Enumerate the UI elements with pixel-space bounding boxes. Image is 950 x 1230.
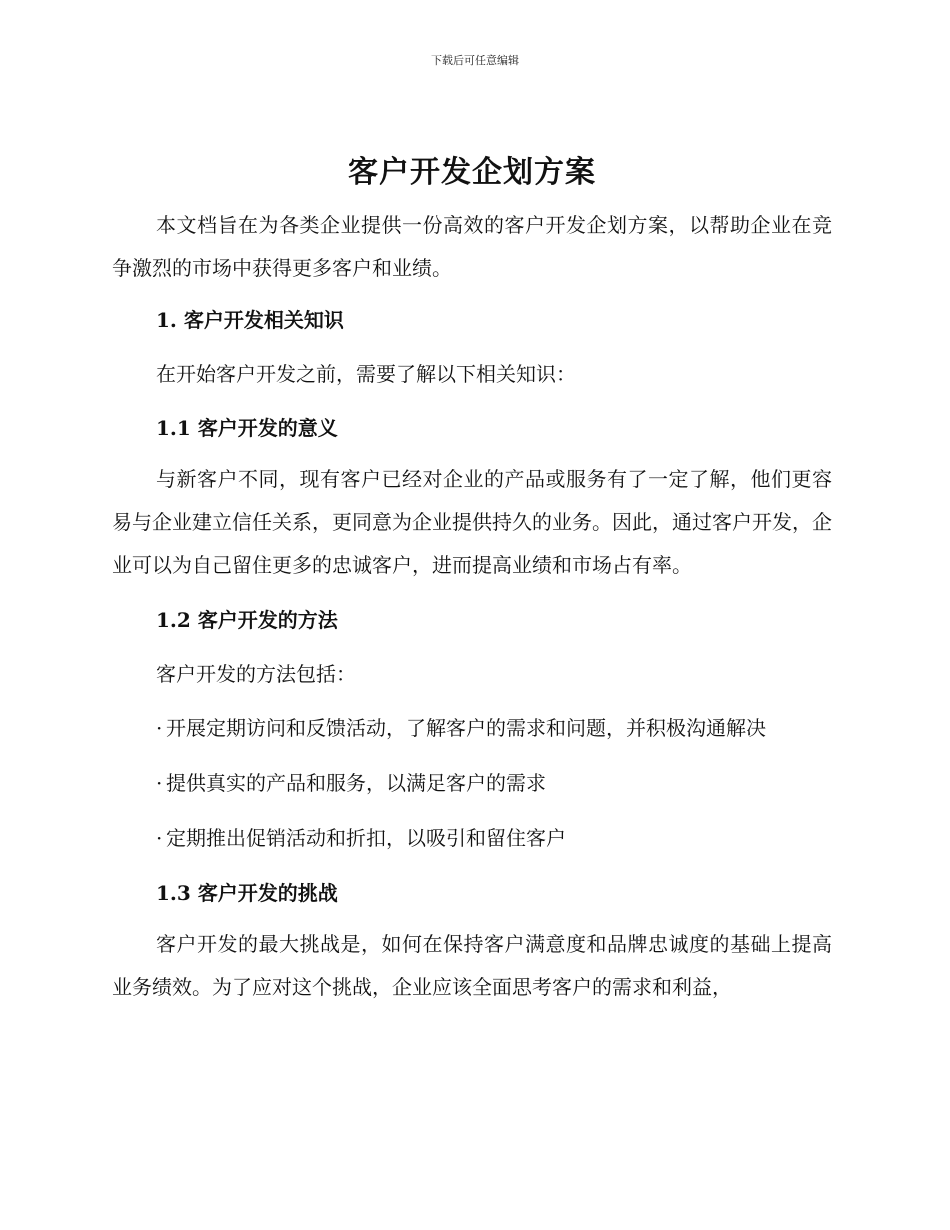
document-title: 客户开发企划方案 [348,155,596,190]
section-1-3-heading: 1.3 客户开发的挑战 [156,881,338,905]
page-header-note: 下载后可任意编辑 [431,54,519,67]
list-item-text: 定期推出促销活动和折扣，以吸引和留住客户 [166,826,566,850]
section-1-2-text: 客户开发的方法包括： [156,662,356,686]
bullet-dot-icon: · [156,771,163,795]
list-item [112,811,832,866]
section-1-text: 在开始客户开发之前，需要了解以下相关知识： [156,362,576,386]
bullet-dot-icon: · [156,826,163,850]
list-item [112,756,832,811]
section-1-3-text: 客户开发的最大挑战是，如何在保持客户满意度和品牌忠诚度的基础上提高业务绩效。为了应对这个挑战，企业应该全面思考客户的需求和利益， [112,932,832,999]
section-1-2-heading: 1.2 客户开发的方法 [156,608,338,632]
section-1-1-heading: 1.1 客户开发的意义 [156,416,338,440]
intro-paragraph: 本文档旨在为各类企业提供一份高效的客户开发企划方案，以帮助企业在竞争激烈的市场中获得更多客户和业绩。 [112,213,832,280]
bullet-dot-icon: · [156,716,163,740]
section-1-1-text: 与新客户不同，现有客户已经对企业的产品或服务有了一定了解，他们更容易与企业建立信任关系，更同意为企业提供持久的业务。因此，通过客户开发，企业可以为自己留住更多的忠诚客户，进而提高业绩和市场占有率。 [112,467,832,577]
document-body [112,148,832,1009]
section-1-heading: 1. 客户开发相关知识 [156,308,344,332]
list-item [112,701,832,756]
list-item-text: 提供真实的产品和服务，以满足客户的需求 [166,771,546,795]
list-item-text: 开展定期访问和反馈活动，了解客户的需求和问题，并积极沟通解决 [166,716,766,740]
